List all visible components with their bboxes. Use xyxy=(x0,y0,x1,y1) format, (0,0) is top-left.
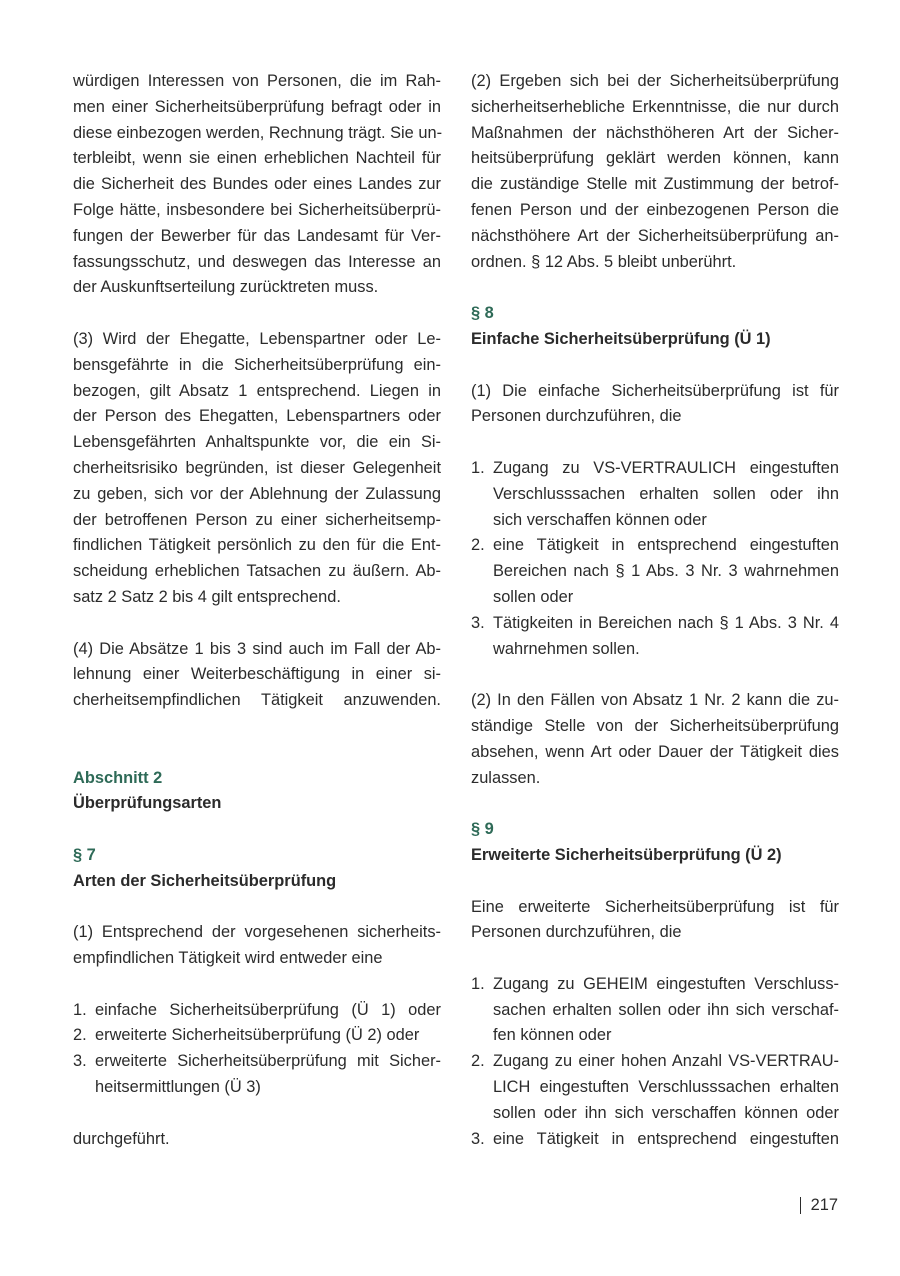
list-item-text: einfache Sicherheitsüberprüfung (Ü 1) oder xyxy=(95,1000,441,1019)
list-item-text: sachen erhalten sollen oder ihn sich verschaf- xyxy=(493,1000,839,1019)
list-item-text: Zugang zu einer hohen Anzahl VS-VERTRAU- xyxy=(493,1052,839,1071)
s8-title: Einfache Sicherheitsüberprüfung (Ü 1) xyxy=(471,329,771,348)
list-item-text: fen können oder xyxy=(493,1026,612,1045)
list-item-number: 1. xyxy=(471,458,485,477)
list-item-text: wahrnehmen sollen. xyxy=(493,639,640,658)
list-item-text: erweiterte Sicherheitsüberprüfung (Ü 2) oder xyxy=(95,1026,420,1045)
page-number: 217 xyxy=(810,1196,838,1214)
list-item-text: Bereichen nach § 1 Abs. 3 Nr. 3 wahrnehmen xyxy=(493,562,839,581)
text-line: die zuständige Stelle mit Zustimmung der betrof- xyxy=(471,175,839,194)
list-item-text: LICH eingestuften Verschlusssachen erhalten xyxy=(493,1078,839,1097)
text-line: ordnen. § 12 Abs. 5 bleibt unberührt. xyxy=(471,252,737,271)
page-footer xyxy=(780,1193,838,1217)
s8-paragraph-1 xyxy=(471,379,839,431)
text-line: scheidung erheblichen Tatsachen zu äußern. Ab- xyxy=(73,562,441,581)
list-item xyxy=(73,1049,441,1101)
text-line: terbleibt, wenn sie einen erheblichen Nachteil für xyxy=(73,149,441,168)
list-item-text: Verschlusssachen erhalten sollen oder ihn xyxy=(493,484,839,503)
list-item-number: 2. xyxy=(471,1052,485,1071)
text-line: Personen durchzuführen, die xyxy=(471,923,682,942)
text-line: Personen durchzuführen, die xyxy=(471,407,682,426)
text-line: fenen Person und der einbezogenen Person die xyxy=(471,200,839,219)
text-line: (1) Die einfache Sicherheitsüberprüfung ist für xyxy=(471,381,839,400)
list-item xyxy=(471,972,839,1049)
s7-closing: durchgeführt. xyxy=(73,1129,170,1148)
text-line: der betroffenen Person zu einer sicherheitsemp- xyxy=(73,510,441,529)
section-label: Abschnitt 2 xyxy=(73,768,163,787)
list-item-text: Zugang zu GEHEIM eingestuften Verschluss- xyxy=(493,974,839,993)
list-item-text: eine Tätigkeit in entsprechend eingestuften xyxy=(493,536,839,555)
right-column xyxy=(471,69,839,1152)
list-item-number: 1. xyxy=(73,1000,87,1019)
text-line: cherheitsrisiko begründen, ist dieser Gelegenheit xyxy=(73,458,441,477)
text-line: zulassen. xyxy=(471,768,541,787)
paragraph-2 xyxy=(471,69,839,275)
list-item xyxy=(471,611,839,663)
list-item-number: 3. xyxy=(471,613,485,632)
s8-label: § 8 xyxy=(471,304,494,323)
list-item-number: 3. xyxy=(471,1129,485,1148)
text-line: die Sicherheit des Bundes oder eines Landes zur xyxy=(73,175,441,194)
s9-label: § 9 xyxy=(471,820,494,839)
text-line: Eine erweiterte Sicherheitsüberprüfung ist für xyxy=(471,897,839,916)
list-item-number: 3. xyxy=(73,1052,87,1071)
text-line: Folge hätte, insbesondere bei Sicherheitsüberprü- xyxy=(73,200,441,219)
text-line: men einer Sicherheitsüberprüfung befragt oder in xyxy=(73,97,441,116)
paragraph-4 xyxy=(73,637,441,714)
text-line: zu geben, sich vor der Ablehnung der Zulassung xyxy=(73,484,441,503)
text-line: ständige Stelle von der Sicherheitsüberprüfung xyxy=(471,716,839,735)
s8-paragraph-2 xyxy=(471,688,839,791)
s7-paragraph-1 xyxy=(73,920,441,972)
text-line: satz 2 Satz 2 bis 4 gilt entsprechend. xyxy=(73,587,341,606)
text-line: empfindlichen Tätigkeit wird entweder eine xyxy=(73,949,383,968)
text-line: lehnung einer Weiterbeschäftigung in einer si- xyxy=(73,665,441,684)
s9-title: Erweiterte Sicherheitsüberprüfung (Ü 2) xyxy=(471,845,782,864)
list-item-text: sollen oder ihn sich verschaffen können oder xyxy=(493,1103,839,1122)
s9-list xyxy=(471,972,839,1153)
s7-title: Arten der Sicherheitsüberprüfung xyxy=(73,871,337,890)
list-item xyxy=(73,1023,441,1049)
s9-paragraph-1 xyxy=(471,895,839,947)
list-item-number: 2. xyxy=(471,536,485,555)
text-line: bensgefährte in die Sicherheitsüberprüfung ein- xyxy=(73,355,441,374)
list-item xyxy=(73,998,441,1024)
s7-list xyxy=(73,998,441,1101)
text-line: Lebensgefährten Anhaltspunkte vor, die ein Si- xyxy=(73,433,441,452)
paragraph-3 xyxy=(73,327,441,611)
text-line: sicherheitserhebliche Erkenntnisse, die nur durch xyxy=(471,97,839,116)
list-item xyxy=(471,456,839,533)
text-line: cherheitsempfindlichen Tätigkeit anzuwenden. xyxy=(73,691,441,710)
text-line: heitsüberprüfung geklärt werden können, kann xyxy=(471,149,839,168)
text-line: fassungsschutz, und deswegen das Interesse an xyxy=(73,252,441,271)
text-line: (2) In den Fällen von Absatz 1 Nr. 2 kann die zu- xyxy=(471,691,839,710)
s8-list xyxy=(471,456,839,662)
text-line: würdigen Interessen von Personen, die im Rah- xyxy=(73,72,441,90)
list-item-text: sollen oder xyxy=(493,587,574,606)
text-line: fungen der Bewerber für das Landesamt für Ver- xyxy=(73,226,441,245)
list-item xyxy=(471,533,839,610)
text-line: (2) Ergeben sich bei der Sicherheitsüberprüfung xyxy=(471,72,839,90)
text-line: absehen, wenn Art oder Dauer der Tätigkeit dies xyxy=(471,742,839,761)
text-line: der Auskunftserteilung zurücktreten muss. xyxy=(73,278,379,297)
list-item-number: 2. xyxy=(73,1026,87,1045)
paragraph-continuation xyxy=(73,69,441,301)
text-line: diese einbezogen werden, Rechnung trägt. Sie un- xyxy=(73,123,443,142)
list-item-text: eine Tätigkeit in entsprechend eingestuften xyxy=(493,1129,839,1148)
text-line: Maßnahmen der nächsthöheren Art der Sicher- xyxy=(471,123,839,142)
text-line: der Person des Ehegatten, Lebenspartners oder xyxy=(73,407,441,426)
text-line: nächsthöhere Art der Sicherheitsüberprüfung an- xyxy=(471,226,839,245)
text-line: findlichen Tätigkeit persönlich zu den für die Ent- xyxy=(73,536,441,555)
list-item-text: heitsermittlungen (Ü 3) xyxy=(95,1078,261,1097)
text-line: (1) Entsprechend der vorgesehenen sicherheits- xyxy=(73,923,441,942)
text-line: (4) Die Absätze 1 bis 3 sind auch im Fall der Ab- xyxy=(73,639,441,658)
left-column xyxy=(73,69,441,1152)
footer-divider xyxy=(800,1197,801,1214)
list-item xyxy=(471,1127,839,1153)
list-item-text: erweiterte Sicherheitsüberprüfung mit Sicher- xyxy=(95,1052,441,1071)
list-item-number: 1. xyxy=(471,974,485,993)
section-title: Überprüfungsarten xyxy=(73,794,222,813)
list-item xyxy=(471,1049,839,1126)
list-item-text: Zugang zu VS-VERTRAULICH eingestuften xyxy=(493,458,839,477)
text-line: bezogen, gilt Absatz 1 entsprechend. Liegen in xyxy=(73,381,441,400)
list-item-text: Tätigkeiten in Bereichen nach § 1 Abs. 3 Nr. 4 xyxy=(493,613,839,632)
text-line: (3) Wird der Ehegatte, Lebenspartner oder Le- xyxy=(73,329,441,348)
s7-label: § 7 xyxy=(73,845,96,864)
list-item-text: sich verschaffen können oder xyxy=(493,510,707,529)
